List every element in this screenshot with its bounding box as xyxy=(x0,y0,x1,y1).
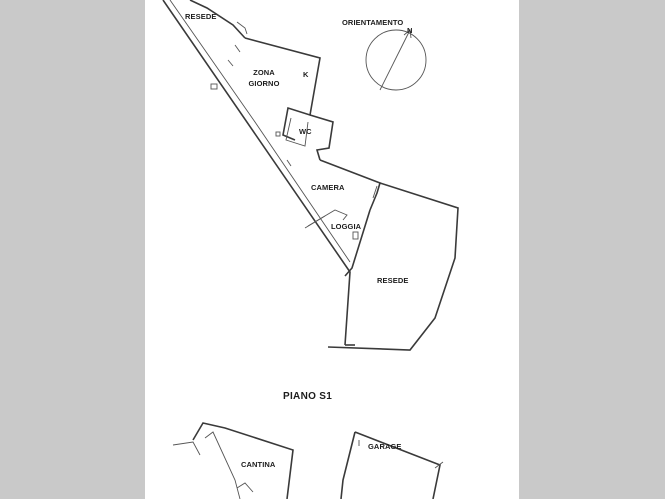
diagonal-boundary-wall xyxy=(163,0,350,345)
kitchen-label: K xyxy=(303,70,309,79)
garage-label: GARAGE xyxy=(368,442,402,451)
door-mark xyxy=(235,45,240,52)
cantina-door xyxy=(173,442,200,455)
fixture-mark xyxy=(276,132,280,136)
loggia-label: LOGGIA xyxy=(331,222,362,231)
zona-label: ZONA xyxy=(253,68,275,77)
wc-walls xyxy=(310,115,333,160)
zona-giorno-walls xyxy=(245,38,320,140)
garage-left-wall xyxy=(341,432,355,499)
wc-label: WC xyxy=(299,127,312,136)
door-mark xyxy=(228,60,233,66)
column-mark xyxy=(211,84,217,89)
orientamento-label: ORIENTAMENTO xyxy=(342,18,404,27)
resede-main-label: RESEDE xyxy=(377,276,409,285)
giorno-label: GIORNO xyxy=(248,79,280,88)
north-label: N xyxy=(407,26,413,35)
floor-plan-drawing xyxy=(145,0,519,499)
cantina-stair xyxy=(237,483,253,492)
floor-level-title: PIANO S1 xyxy=(283,391,333,402)
fixture-mark xyxy=(353,232,358,239)
resede-main-boundary xyxy=(328,183,458,350)
resede-top-label: RESEDE xyxy=(185,12,217,21)
loggia-walls xyxy=(345,210,370,276)
diagonal-boundary-inner xyxy=(170,0,350,262)
loggia-threshold xyxy=(305,216,325,228)
door-mark xyxy=(287,160,291,166)
compass-circle xyxy=(366,30,426,90)
cantina-inner-walls xyxy=(205,432,240,499)
compass-needle xyxy=(380,30,410,90)
cantina-label: CANTINA xyxy=(241,460,276,469)
camera-label: CAMERA xyxy=(311,183,345,192)
floor-plan-sheet xyxy=(145,0,519,499)
resede-top-detail xyxy=(237,22,247,34)
